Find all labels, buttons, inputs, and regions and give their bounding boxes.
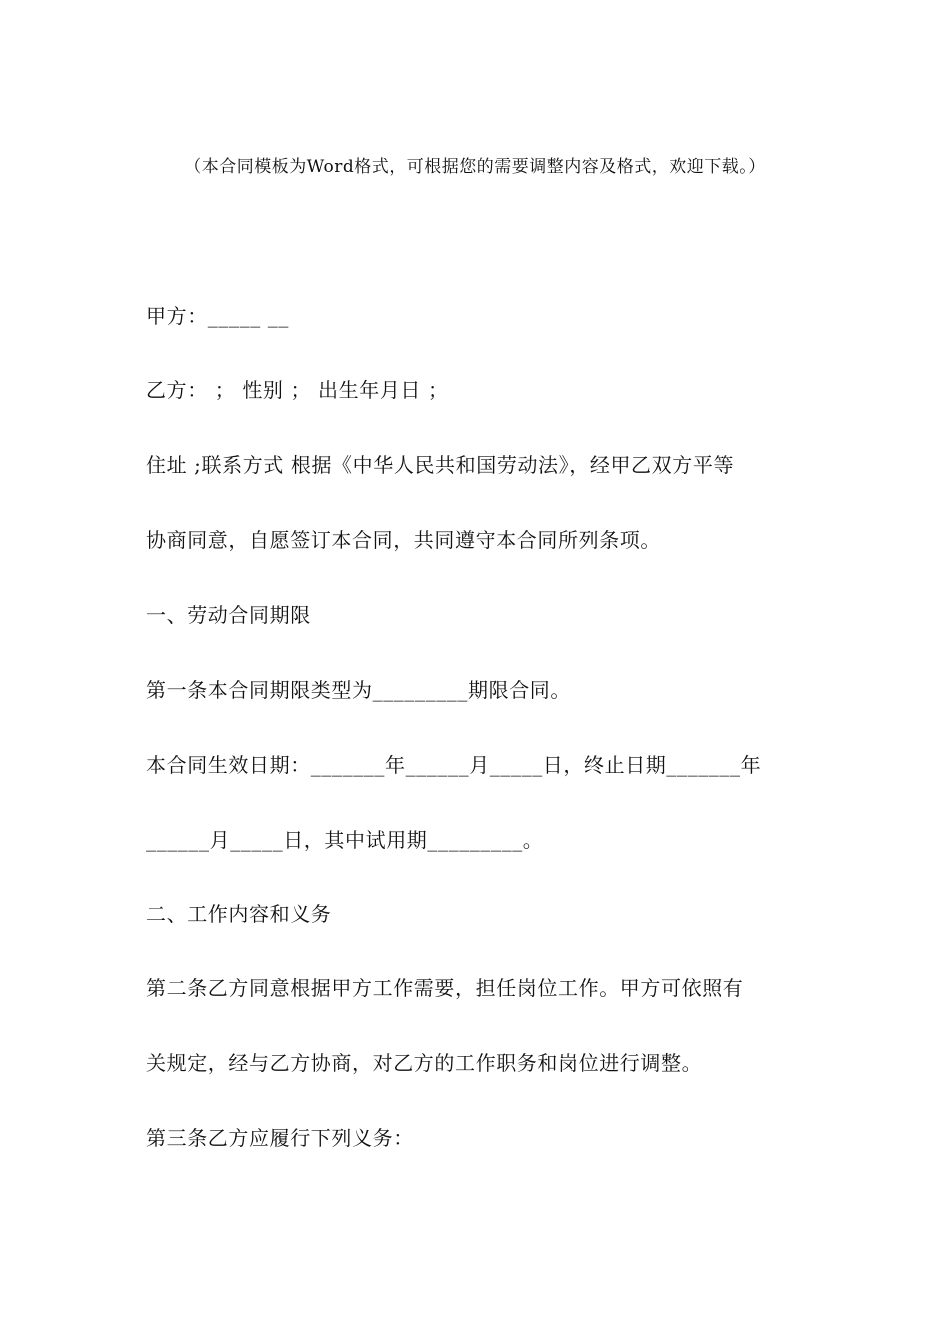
- article-1-line: 第一条本合同期限类型为_________期限合同。: [146, 678, 571, 702]
- article-3-line: 第三条乙方应履行下列义务：: [146, 1126, 414, 1150]
- agreement-line: 协商同意，自愿签订本合同，共同遵守本合同所列条项。: [146, 528, 661, 552]
- party-a-line: 甲方：_____ __: [146, 304, 289, 328]
- effective-date-line: 本合同生效日期：_______年______月_____日，终止日期_______年: [146, 753, 762, 777]
- probation-line: ______月_____日，其中试用期_________。: [146, 828, 544, 852]
- section-1-heading: 一、劳动合同期限: [146, 603, 311, 627]
- template-note: （本合同模板为Word格式，可根据您的需要调整内容及格式，欢迎下载。）: [184, 157, 766, 177]
- section-2-heading: 二、工作内容和义务: [146, 902, 332, 926]
- party-b-line: 乙方： ； 性别 ； 出生年月日 ；: [146, 378, 449, 402]
- address-line: 住址 ;联系方式 根据《中华人民共和国劳动法》，经甲乙双方平等: [146, 453, 735, 477]
- article-2-line-2: 关规定，经与乙方协商，对乙方的工作职务和岗位进行调整。: [146, 1051, 703, 1075]
- article-2-line-1: 第二条乙方同意根据甲方工作需要，担任岗位工作。甲方可依照有: [146, 976, 744, 1000]
